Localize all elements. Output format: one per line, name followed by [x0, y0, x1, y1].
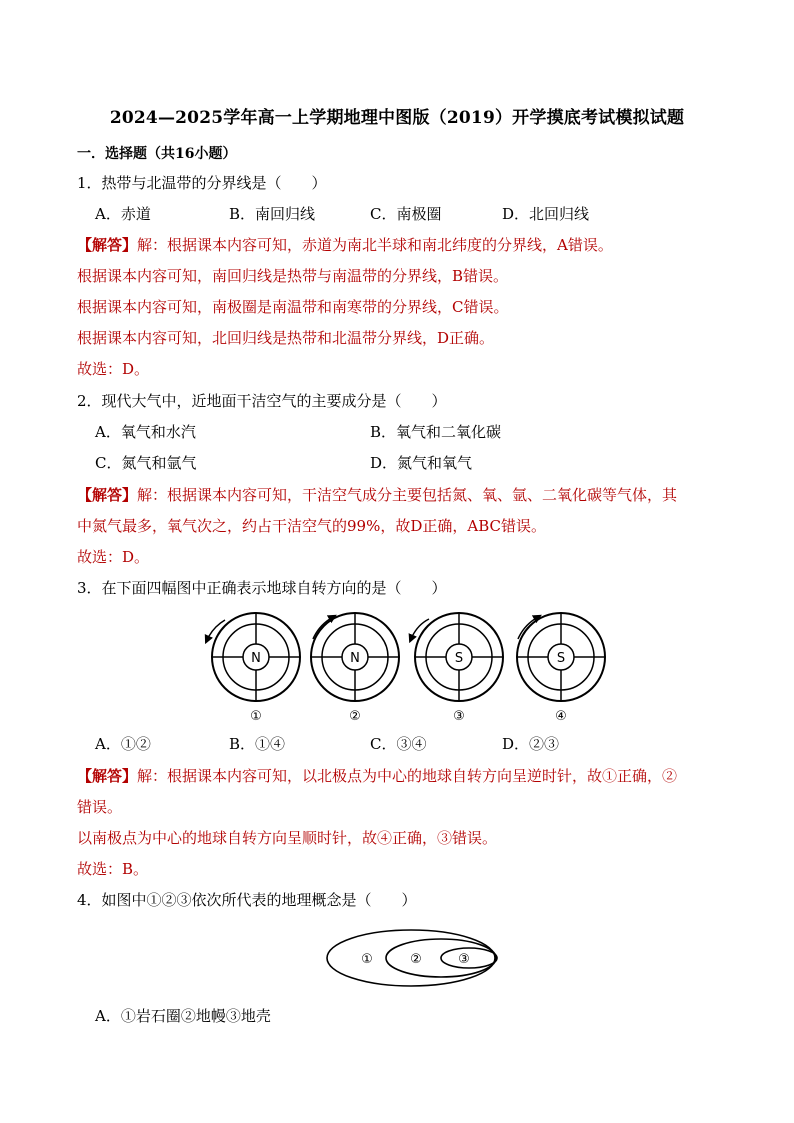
- q2-answer-line-2: 中氮气最多，氧气次之，约占干洁空气的99%，故D正确，ABC错误。: [77, 517, 546, 535]
- q3-option-b: B．①④: [229, 735, 286, 753]
- q2-option-d: D．氮气和氧气: [370, 454, 473, 472]
- q4-label-2: ②: [410, 952, 422, 967]
- q1-option-a: A．赤道: [95, 205, 151, 223]
- q3-label-1: ①: [250, 709, 262, 724]
- q3-stem: 3．在下面四幅图中正确表示地球自转方向的是（ ）: [77, 579, 447, 597]
- q1-stem: 1．热带与北温带的分界线是（ ）: [77, 174, 327, 192]
- q3-pole-2: N: [350, 651, 360, 666]
- q3-option-c: C．③④: [370, 735, 427, 753]
- q3-pole-1: N: [251, 651, 261, 666]
- q1-answer-line-1: 【解答】解：根据课本内容可知，赤道为南北半球和南北纬度的分界线，A错误。: [77, 236, 613, 254]
- q2-option-c: C．氮气和氩气: [95, 454, 197, 472]
- q1-option-c: C．南极圈: [370, 205, 442, 223]
- q3-answer-tag: 【解答】: [77, 767, 138, 785]
- q2-stem: 2．现代大气中，近地面干洁空气的主要成分是（ ）: [77, 392, 447, 410]
- q3-figure-3: [411, 613, 503, 724]
- q4-option-a: A．①岩石圈②地幔③地壳: [95, 1007, 271, 1025]
- q4-label-3: ③: [458, 952, 470, 967]
- q3-option-d: D．②③: [502, 735, 560, 753]
- q3-figure-1: [207, 613, 300, 724]
- q4-label-1: ①: [361, 952, 373, 967]
- q3-label-3: ③: [453, 709, 465, 724]
- q3-option-a: A．①②: [95, 735, 151, 753]
- q1-answer-line-5: 故选：D。: [77, 360, 150, 378]
- section-heading: 一．选择题（共16小题）: [77, 146, 237, 162]
- q3-label-2: ②: [349, 709, 361, 724]
- q3-rotation-figure: [195, 605, 625, 725]
- q2-answer-line-3: 故选：D。: [77, 548, 150, 566]
- q1-answer-line-3: 根据课本内容可知，南极圈是南温带和南寒带的分界线，C错误。: [77, 298, 509, 316]
- q3-pole-4: S: [556, 651, 566, 666]
- q3-pole-3: S: [454, 651, 464, 666]
- q3-answer-line-1: 【解答】解：根据课本内容可知，以北极点为中心的地球自转方向呈逆时针，故①正确，②: [77, 767, 678, 785]
- q3-label-4: ④: [555, 709, 567, 724]
- q1-answer-line-2: 根据课本内容可知，南回归线是热带与南温带的分界线，B错误。: [77, 267, 509, 285]
- q2-answer-tag: 【解答】: [77, 486, 138, 504]
- page-title: 2024—2025学年高一上学期地理中图版（2019）开学摸底考试模拟试题: [109, 108, 685, 128]
- q3-figure-4: [517, 613, 605, 724]
- q1-option-d: D．北回归线: [502, 205, 590, 223]
- q4-concentric-ellipses-figure: [325, 928, 500, 990]
- q1-answer-tag: 【解答】: [77, 236, 138, 254]
- q2-option-a: A．氧气和水汽: [95, 423, 196, 441]
- q3-answer-line-4: 故选：B。: [77, 860, 149, 878]
- q2-option-b: B．氧气和二氧化碳: [370, 423, 502, 441]
- q3-figure-2: [311, 613, 399, 724]
- q2-answer-line-1: 【解答】解：根据课本内容可知，干洁空气成分主要包括氮、氧、氩、二氧化碳等气体，其: [77, 486, 678, 504]
- q3-answer-line-3: 以南极点为中心的地球自转方向呈顺时针，故④正确，③错误。: [77, 829, 498, 847]
- q3-answer-line-2: 错误。: [77, 798, 123, 816]
- q4-stem: 4．如图中①②③依次所代表的地理概念是（ ）: [77, 891, 417, 909]
- q1-answer-line-4: 根据课本内容可知，北回归线是热带和北温带分界线，D正确。: [77, 329, 495, 347]
- q1-option-b: B．南回归线: [229, 205, 316, 223]
